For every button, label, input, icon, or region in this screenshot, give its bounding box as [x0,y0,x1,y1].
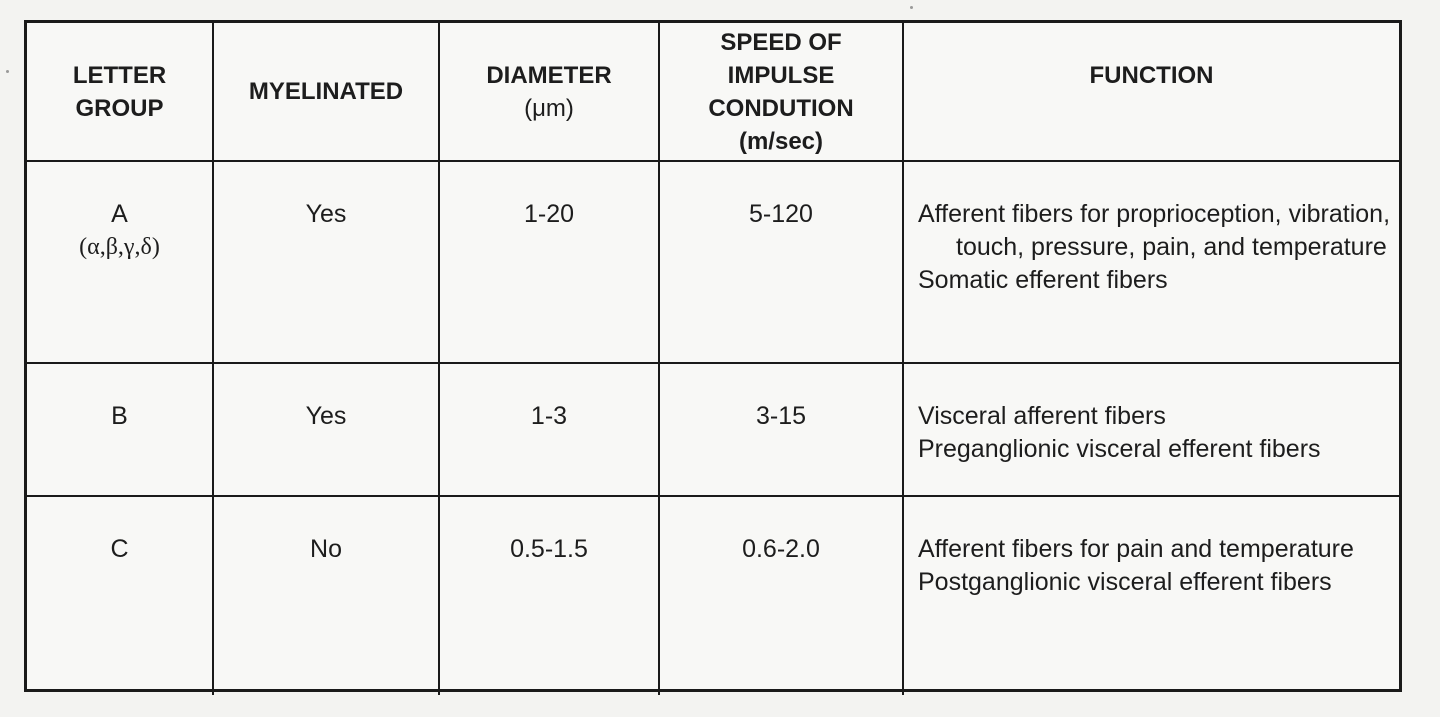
nerve-fiber-table [24,20,1402,692]
cell-myelinated: No [213,496,439,695]
cell-diameter: 1-20 [439,161,659,363]
cell-letter-group [27,363,213,496]
header-speed [659,23,903,161]
cell-function [903,363,1399,496]
header-function [903,23,1399,161]
header-diameter-unit: (μm) [524,94,574,122]
header-diameter-label: DIAMETER [486,61,612,89]
function-line: Afferent fibers for proprioception, vibration, touch, pressure, pain, and temperature [918,200,1391,261]
function-line: Visceral afferent fibers [918,402,1166,430]
header-myelinated-label: MYELINATED [248,78,404,105]
table-row [27,161,1399,363]
cell-letter-group [27,161,213,363]
function-line: Afferent fibers for pain and temperature [918,535,1354,563]
function-line: Postganglionic visceral efferent fibers [918,568,1332,596]
cell-speed: 0.6-2.0 [659,496,903,695]
header-row [27,23,1399,161]
header-letter-group [27,23,213,161]
fiber-classification-table [27,23,1399,695]
letter-group-value: B [111,402,128,430]
function-line: Preganglionic visceral efferent fibers [918,435,1321,463]
cell-speed: 5-120 [659,161,903,363]
cell-speed: 3-15 [659,363,903,496]
header-function-label: FUNCTION [1089,62,1214,89]
cell-letter-group [27,496,213,695]
header-myelinated [213,23,439,161]
header-diameter [439,23,659,161]
cell-function [903,496,1399,695]
scan-speck [6,70,9,73]
cell-diameter: 0.5-1.5 [439,496,659,695]
table-row [27,363,1399,496]
letter-group-value: C [110,535,129,563]
cell-diameter: 1-3 [439,363,659,496]
header-letter-group-line2: GROUP [75,94,164,122]
scan-speck [910,6,913,9]
header-speed-unit: (m/sec) [738,127,824,155]
letter-group-value: A [111,200,128,228]
cell-myelinated: Yes [213,363,439,496]
function-line: Somatic efferent fibers [918,266,1168,294]
header-speed-line3: CONDUTION [708,94,854,122]
cell-function [903,161,1399,363]
header-speed-line1: SPEED OF [720,28,842,56]
letter-subtypes: (α,β,γ,δ) [79,234,160,260]
header-letter-group-line1: LETTER [72,61,167,89]
header-speed-line2: IMPULSE [727,61,835,89]
cell-myelinated: Yes [213,161,439,363]
table-row [27,496,1399,695]
